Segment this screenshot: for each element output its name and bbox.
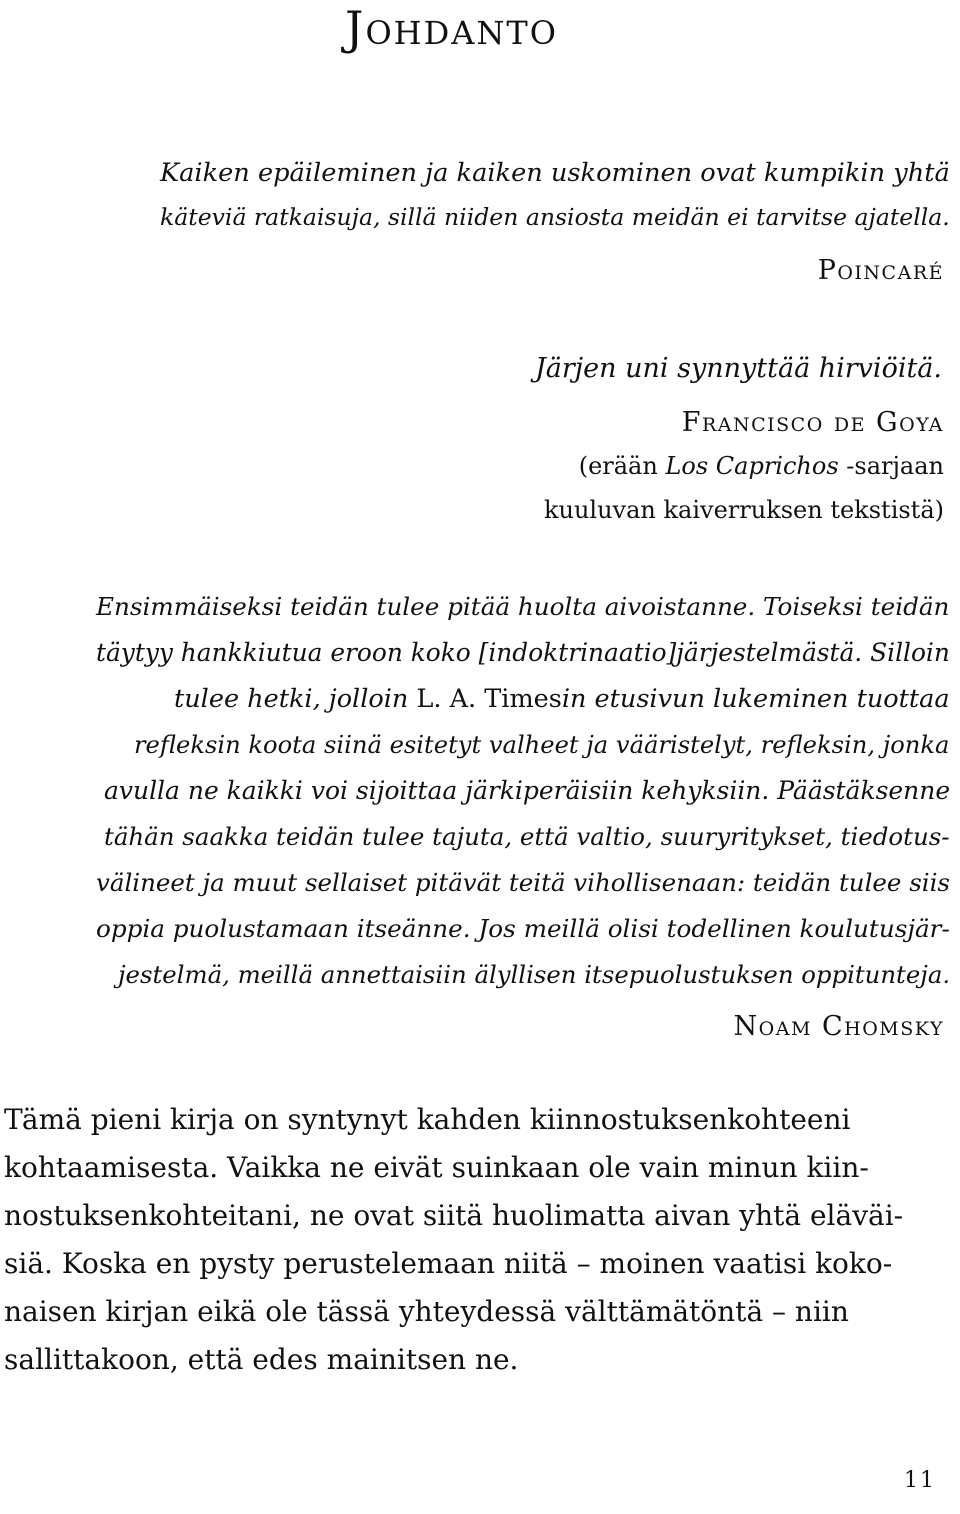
- body-line: Tämä pieni kirja on syntynyt kahden kiinnostuksenkohteeni: [4, 1103, 851, 1136]
- body-line: kohtaamisesta. Vaikka ne eivät suinkaan ole vain minun kiin-: [4, 1151, 869, 1184]
- epigraph-author: Noam Chomsky: [733, 1011, 944, 1042]
- epigraph-line: oppia puolustamaan itseänne. Jos meillä olisi todellinen koulutusjär-: [96, 914, 950, 943]
- epigraph-line: refleksin koota siinä esitetyt valheet ja vääristelyt, refleksin, jonka: [134, 731, 950, 759]
- epigraph-author: Poincaré: [817, 255, 944, 286]
- epigraph-source: [579, 450, 944, 482]
- line-start: tulee hetki, jolloin: [174, 684, 417, 714]
- source-title: Los Caprichos: [665, 452, 839, 480]
- page-number: 11: [904, 1468, 936, 1493]
- body-line: siä. Koska en pysty perustelemaan niitä – moinen vaatisi koko-: [4, 1247, 893, 1280]
- epigraph-line: avulla ne kaikki voi sijoittaa järkiperäisiin kehyksiin. Päästäksenne: [104, 776, 951, 805]
- epigraph-line: Järjen uni synnyttää hirviöitä.: [534, 353, 942, 384]
- epigraph-source-line2: kuuluvan kaiverruksen tekstistä): [543, 496, 944, 524]
- line-rest: in etusivun lukeminen tuottaa: [561, 684, 950, 714]
- body-line: naisen kirjan eikä ole tässä yhteydessä välttämätöntä – niin: [4, 1295, 849, 1328]
- body-line: sallittakoon, että edes mainitsen ne.: [4, 1343, 519, 1376]
- body-line: nostuksenkohteitani, ne ovat siitä huolimatta aivan yhtä eläväi-: [4, 1199, 904, 1232]
- epigraph-line: [174, 682, 950, 716]
- newspaper-name: L. A. Times: [416, 684, 562, 714]
- epigraph-line: tähän saakka teidän tulee tajuta, että valtio, suuryritykset, tiedotus-: [104, 822, 950, 851]
- epigraph-author: Francisco de Goya: [681, 407, 944, 438]
- source-prefix: (erään: [578, 452, 666, 480]
- epigraph-line: täytyy hankkiutua eroon koko [indoktrinaatio]järjestelmästä. Silloin: [96, 638, 950, 667]
- page-title: Johdanto: [345, 1, 558, 55]
- epigraph-line: Kaiken epäileminen ja kaiken uskominen ovat kumpikin yhtä: [160, 158, 950, 188]
- epigraph-line: välineet ja muut sellaiset pitävät teitä vihollisenaan: teidän tulee siis: [96, 868, 951, 897]
- epigraph-line: Ensimmäiseksi teidän tulee pitää huolta aivoistanne. Toiseksi teidän: [96, 592, 950, 621]
- epigraph-line: jestelmä, meillä annettaisiin älyllisen itsepuolustuksen oppitunteja.: [118, 960, 951, 989]
- epigraph-line: käteviä ratkaisuja, sillä niiden ansiosta meidän ei tarvitse ajatella.: [160, 203, 950, 231]
- source-suffix: -sarjaan: [838, 452, 944, 480]
